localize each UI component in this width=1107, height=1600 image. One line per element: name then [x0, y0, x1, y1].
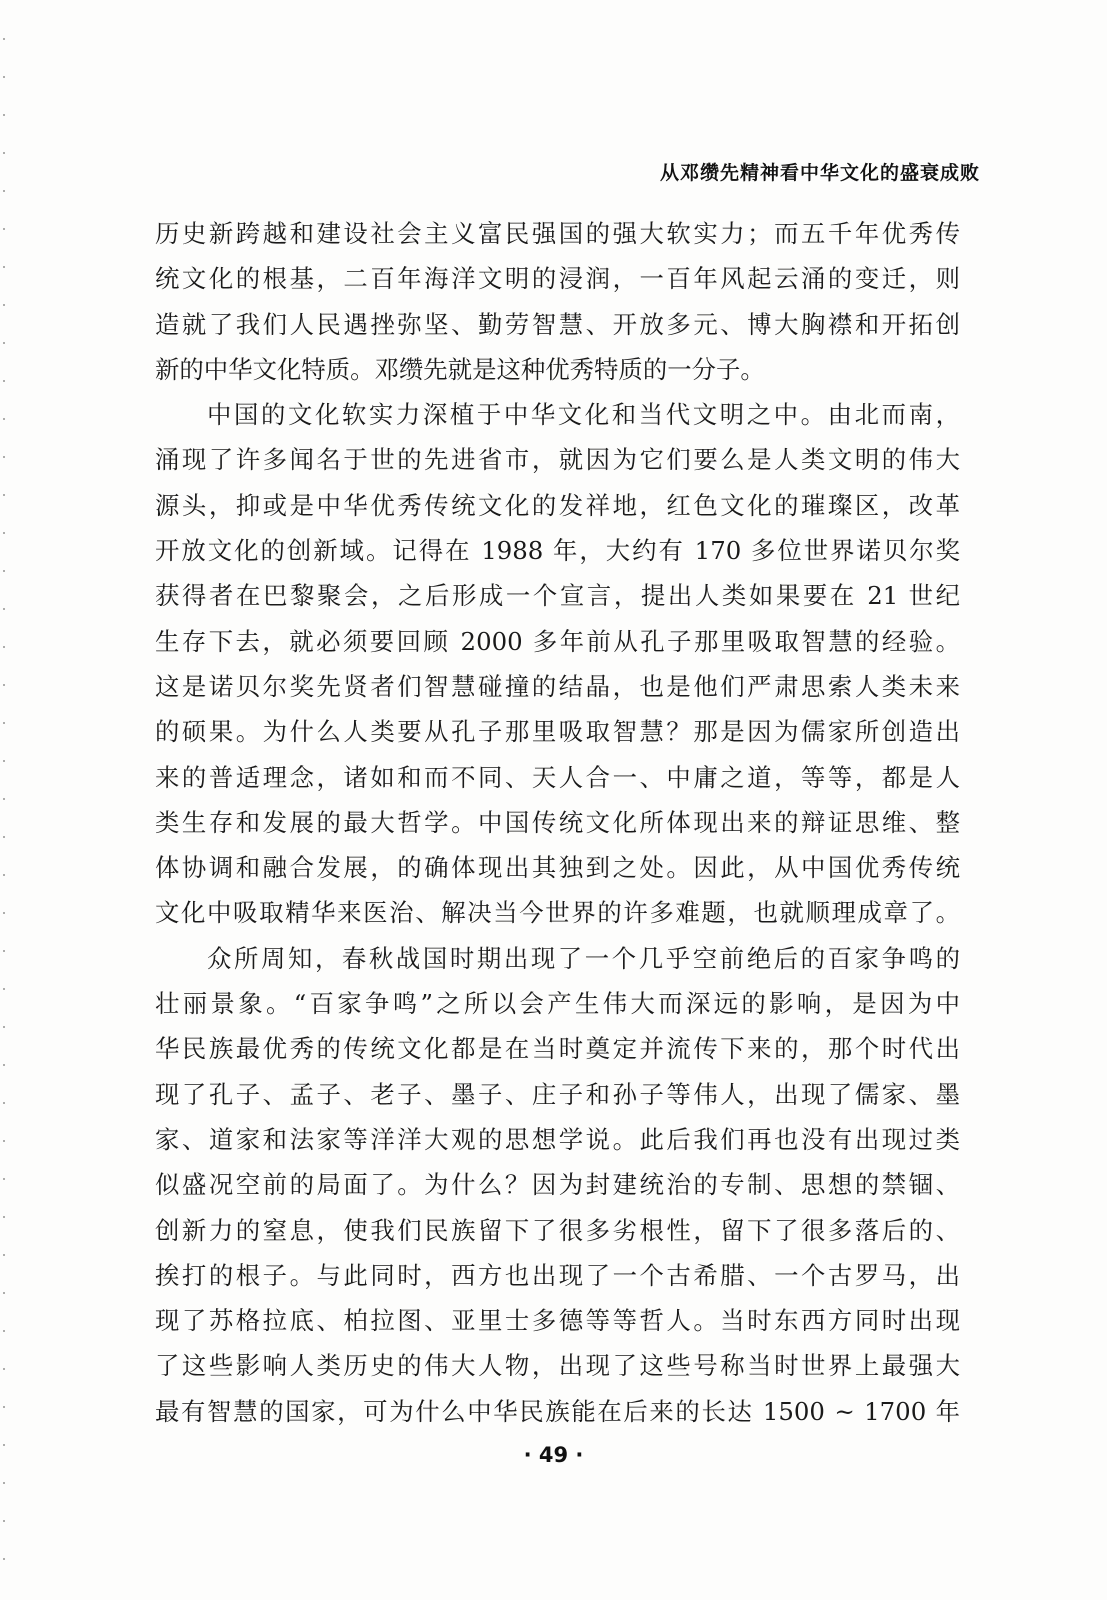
- text-line: 了这些影响人类历史的伟大人物，出现了这些号称当时世界上最强大: [155, 1351, 960, 1381]
- text-line: 体协调和融合发展，的确体现出其独到之处。因此，从中国优秀传统: [155, 853, 960, 883]
- text-line: 这是诺贝尔奖先贤者们智慧碰撞的结晶，也是他们严肃思索人类未来: [155, 671, 960, 701]
- text-line: 华民族最优秀的传统文化都是在当时奠定并流传下来的，那个时代出: [155, 1034, 960, 1064]
- text-line: 历史新跨越和建设社会主义富民强国的强大软实力；而五千年优秀传: [155, 219, 960, 248]
- body-text: [155, 211, 960, 1434]
- running-header: 从邓缵先精神看中华文化的盛衰成败: [659, 162, 980, 184]
- text-line: 开放文化的创新域。记得在 1988 年，大约有 170 多位世界诺贝尔奖: [155, 536, 960, 566]
- text-line: 中国的文化软实力深植于中华文化和当代文明之中。由北而南，: [207, 400, 960, 430]
- text-line: 生存下去，就必须要回顾 2000 多年前从孔子那里吸取智慧的经验。: [155, 626, 960, 656]
- text-line: 家、道家和法家等洋洋大观的思想学说。此后我们再也没有出现过类: [155, 1124, 960, 1154]
- text-line: 似盛况空前的局面了。为什么？因为封建统治的专制、思想的禁锢、: [155, 1170, 960, 1200]
- scan-edge-dots: [3, 20, 5, 1580]
- text-line: 挨打的根子。与此同时，西方也出现了一个古希腊、一个古罗马，出: [155, 1260, 960, 1290]
- text-line: 文化中吸取精华来医治、解决当今世界的许多难题，也就顺理成章了。: [155, 898, 960, 928]
- text-line: 统文化的根基，二百年海洋文明的浸润，一百年风起云涌的变迁，则: [155, 264, 960, 294]
- text-line: 现了苏格拉底、柏拉图、亚里士多德等等哲人。当时东西方同时出现: [155, 1306, 960, 1336]
- text-line: 获得者在巴黎聚会，之后形成一个宣言，提出人类如果要在 21 世纪: [155, 581, 960, 611]
- text-line: 造就了我们人民遇挫弥坚、勤劳智慧、开放多元、博大胸襟和开拓创: [155, 309, 960, 339]
- text-line: 类生存和发展的最大哲学。中国传统文化所体现出来的辩证思维、整: [155, 807, 960, 837]
- text-line: 现了孔子、孟子、老子、墨子、庄子和孙子等伟人，出现了儒家、墨: [155, 1079, 960, 1109]
- text-line: 壮丽景象。“百家争鸣”之所以会产生伟大而深远的影响，是因为中: [155, 989, 960, 1019]
- text-line: 涌现了许多闻名于世的先进省市，就因为它们要么是人类文明的伟大: [155, 445, 960, 475]
- text-line: 众所周知，春秋战国时期出现了一个几乎空前绝后的百家争鸣的: [207, 943, 960, 973]
- page-number: · 49 ·: [523, 1443, 584, 1467]
- text-line: 新的中华文化特质。邓缵先就是这种优秀特质的一分子。: [155, 354, 765, 384]
- text-line: 来的普适理念，诸如和而不同、天人合一、中庸之道，等等，都是人: [155, 762, 960, 792]
- text-line: 最有智慧的国家，可为什么中华民族能在后来的长达 1500 ~ 1700 年: [155, 1396, 960, 1426]
- text-line: 创新力的窒息，使我们民族留下了很多劣根性，留下了很多落后的、: [155, 1215, 960, 1245]
- text-line: 的硕果。为什么人类要从孔子那里吸取智慧？那是因为儒家所创造出: [155, 717, 960, 747]
- text-line: 源头，抑或是中华优秀传统文化的发祥地，红色文化的璀璨区，改革: [155, 490, 960, 520]
